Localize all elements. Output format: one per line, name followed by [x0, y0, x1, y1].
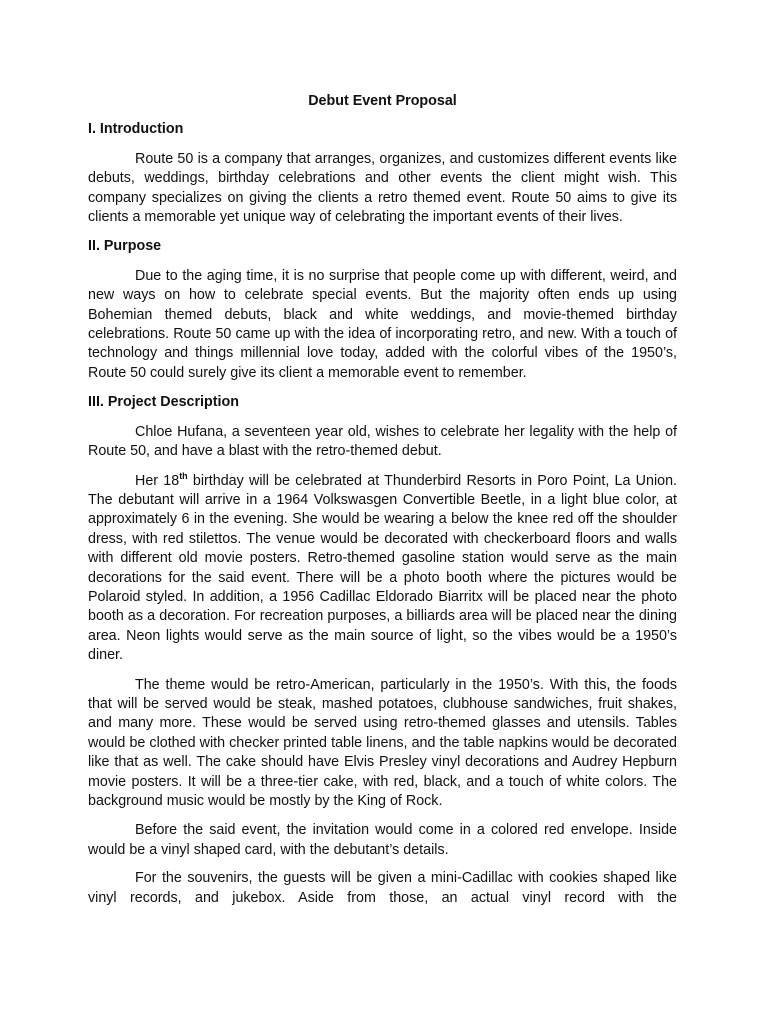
- project-description-paragraph-2: [88, 472, 677, 666]
- paragraph-2-start: Her 18: [135, 472, 180, 489]
- project-description-paragraph-5: For the souvenirs, the guests will be given a mini-Cadillac with cookies shaped like vinyl records, and jukebox. Aside from those, an actual vinyl record with the: [88, 870, 677, 906]
- document-page: [88, 92, 677, 908]
- project-description-paragraph-3: The theme would be retro-American, particularly in the 1950’s. With this, the foods that will be served would be steak, mashed potatoes, clubhouse sandwiches, fruit shakes, and many more. These would be served using retro-themed glasses and utensils. Tables would be clothed with checker printed table linens, and the table napkins would be decorated like that as well. The cake should have Elvis Presley vinyl decorations and Audrey Hepburn movie posters. It will be a three-tier cake, with red, black, and a touch of white colors. The background music would be mostly by the King of Rock.: [88, 676, 677, 809]
- project-description-paragraph-4: Before the said event, the invitation would come in a colored red envelope. Inside would be a vinyl shaped card, with the debutant’s details.: [88, 822, 677, 858]
- introduction-paragraph: Route 50 is a company that arranges, organizes, and customizes different events like debuts, weddings, birthday celebrations and other events the client might wish. This company specializes on giving the clients a retro themed event. Route 50 aims to give its clients a memorable yet unique way of celebrating the important events of their lives.: [88, 150, 677, 226]
- ordinal-suffix: th: [179, 470, 188, 481]
- paragraph-2-rest: birthday will be celebrated at Thunderbird Resorts in Poro Point, La Union. The debutant will arrive in a 1964 Volkswasgen Convertible Beetle, in a light blue color, at approximately 6 in the evening. She would be wearing a below the knee red off the shoulder dress, with red stilettos. The venue would be decorated with checkerboard floors and walls with different old movie posters. Retro-themed gasoline station would serve as the main decorations for the said event. There will be a photo booth where the pictures would be Polaroid styled. In addition, a 1956 Cadillac Eldorado Biarritx will be placed near the photo booth as a decoration. For recreation purposes, a billiards area will be placed near the dining area. Neon lights would serve as the main source of light, so the vibes would be a 1950’s diner.: [88, 472, 677, 664]
- section-heading-introduction: I. Introduction: [88, 121, 184, 138]
- document-title: Debut Event Proposal: [308, 93, 457, 109]
- section-heading-purpose: II. Purpose: [88, 238, 162, 255]
- project-description-paragraph-1: Chloe Hufana, a seventeen year old, wishes to celebrate her legality with the help of Route 50, and have a blast with the retro-themed debut.: [88, 423, 677, 460]
- purpose-paragraph: Due to the aging time, it is no surprise that people come up with different, weird, and new ways on how to celebrate special events. But the majority often ends up using Bohemian themed debuts, black and white weddings, and movie-themed birthday celebrations. Route 50 came up with the idea of incorporating retro, and new. With a touch of technology and things millennial love today, added with the colorful vibes of the 1950’s, Route 50 could surely give its client a memorable event to remember.: [88, 267, 677, 381]
- section-heading-project-description: III. Project Description: [88, 394, 239, 411]
